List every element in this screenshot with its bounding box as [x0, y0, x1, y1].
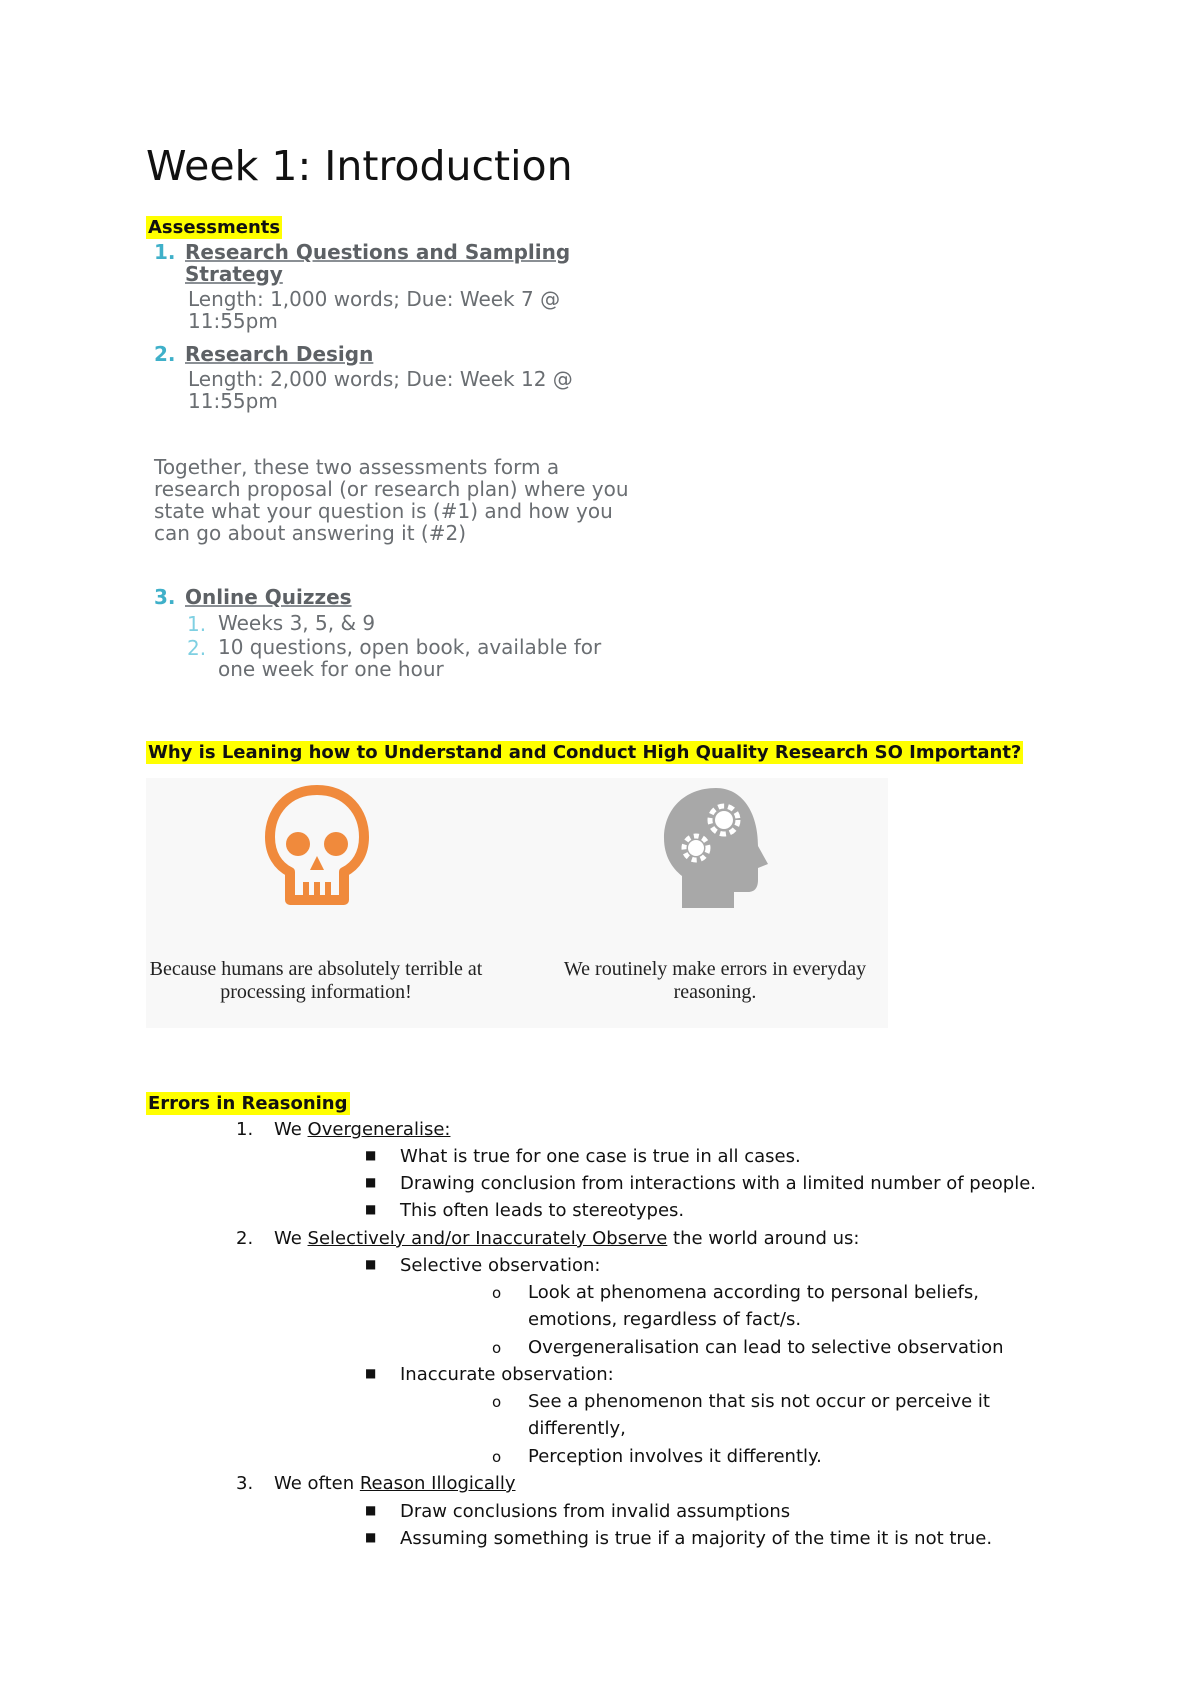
- selective-label: Selective observation:: [400, 1255, 601, 1276]
- bullet-icon: ■: [365, 1257, 377, 1271]
- inaccurate-sub-2: Perception involves it differently.: [528, 1446, 822, 1467]
- right-caption: [555, 958, 875, 1004]
- errors-heading: Errors in Reasoning: [148, 1093, 348, 1114]
- left-caption: [146, 958, 486, 1004]
- circle-bullet-icon: o: [492, 1448, 502, 1466]
- quiz-sub-1-number: 1.: [187, 612, 207, 636]
- assessment-1-title-line2[interactable]: Strategy: [185, 262, 283, 286]
- error-3-link[interactable]: Reason Illogically: [359, 1473, 516, 1494]
- error-1-bullet-3: This often leads to stereotypes.: [400, 1200, 685, 1221]
- together-line-3: state what your question is (#1) and how you: [154, 499, 613, 523]
- together-line-4: can go about answering it (#2): [154, 521, 467, 545]
- assessment-1-title-line1[interactable]: Research Questions and Sampling: [185, 240, 571, 264]
- quiz-title[interactable]: Online Quizzes: [185, 585, 352, 609]
- circle-bullet-icon: o: [492, 1284, 502, 1302]
- assessment-1-number: 1.: [154, 240, 176, 264]
- assessment-item-1: [154, 240, 176, 264]
- error-2-pre: We: [274, 1228, 308, 1249]
- circle-bullet-icon: o: [492, 1393, 502, 1411]
- right-caption-line1: We routinely make errors in everyday: [563, 958, 867, 980]
- assessment-2-title[interactable]: Research Design: [185, 342, 374, 366]
- inaccurate-label: Inaccurate observation:: [400, 1364, 614, 1385]
- selective-sub-2: Overgeneralisation can lead to selective observation: [528, 1337, 1004, 1358]
- right-caption-line2: reasoning.: [673, 981, 757, 1003]
- selective-sub-1-line1: Look at phenomena according to personal beliefs,: [528, 1282, 979, 1303]
- selective-sub-1-line2: emotions, regardless of fact/s.: [528, 1309, 802, 1330]
- left-caption-line1: Because humans are absolutely terrible at: [149, 958, 483, 980]
- why-heading: Why is Leaning how to Understand and Conduct High Quality Research SO Important?: [148, 742, 1022, 763]
- quiz-sub-2-line2: one week for one hour: [218, 657, 444, 681]
- error-1-heading: [274, 1119, 450, 1140]
- bullet-icon: ■: [365, 1366, 377, 1380]
- error-3-number: 3.: [236, 1473, 254, 1494]
- assessments-heading: Assessments: [148, 217, 281, 238]
- left-caption-line2: processing information!: [220, 981, 412, 1003]
- error-2-number: 2.: [236, 1228, 254, 1249]
- quiz-sub-2-number: 2.: [187, 636, 207, 660]
- quiz-number: 3.: [154, 585, 176, 609]
- error-2-post: the world around us:: [667, 1228, 860, 1249]
- error-1-bullet-1: What is true for one case is true in all cases.: [400, 1146, 801, 1167]
- bullet-icon: ■: [365, 1202, 377, 1216]
- bullet-icon: ■: [365, 1175, 377, 1189]
- error-3-bullet-1: Draw conclusions from invalid assumptions: [400, 1501, 791, 1522]
- quiz-sub-1-text: Weeks 3, 5, & 9: [218, 611, 376, 635]
- error-2-heading: [274, 1228, 859, 1249]
- inaccurate-sub-1-line2: differently,: [528, 1418, 626, 1439]
- assessment-2-number: 2.: [154, 342, 176, 366]
- error-3-pre: We often: [274, 1473, 360, 1494]
- together-line-1: Together, these two assessments form a: [154, 455, 560, 479]
- error-3-heading: [274, 1473, 516, 1494]
- together-line-2: research proposal (or research plan) where you: [154, 477, 629, 501]
- assessment-2-detail-line1: Length: 2,000 words; Due: Week 12 @: [188, 367, 573, 391]
- error-1-bullet-2: Drawing conclusion from interactions with a limited number of people.: [400, 1173, 1037, 1194]
- assessment-1-detail-line1: Length: 1,000 words; Due: Week 7 @: [188, 287, 561, 311]
- error-1-link[interactable]: Overgeneralise:: [307, 1119, 451, 1140]
- error-3-bullet-2: Assuming something is true if a majority of the time it is not true.: [400, 1528, 993, 1549]
- inaccurate-sub-1-line1: See a phenomenon that sis not occur or perceive it: [528, 1391, 990, 1412]
- head-gears-icon: [658, 782, 774, 912]
- bullet-icon: ■: [365, 1530, 377, 1544]
- skull-icon: [262, 782, 372, 912]
- error-2-link[interactable]: Selectively and/or Inaccurately Observe: [307, 1228, 668, 1249]
- error-1-number: 1.: [236, 1119, 254, 1140]
- page-title: Week 1: Introduction: [146, 142, 573, 190]
- error-1-pre: We: [274, 1119, 308, 1140]
- bullet-icon: ■: [365, 1503, 377, 1517]
- bullet-icon: ■: [365, 1148, 377, 1162]
- assessment-1-detail-line2: 11:55pm: [188, 309, 278, 333]
- assessment-2-detail-line2: 11:55pm: [188, 389, 278, 413]
- circle-bullet-icon: o: [492, 1339, 502, 1357]
- quiz-sub-2-line1: 10 questions, open book, available for: [218, 635, 602, 659]
